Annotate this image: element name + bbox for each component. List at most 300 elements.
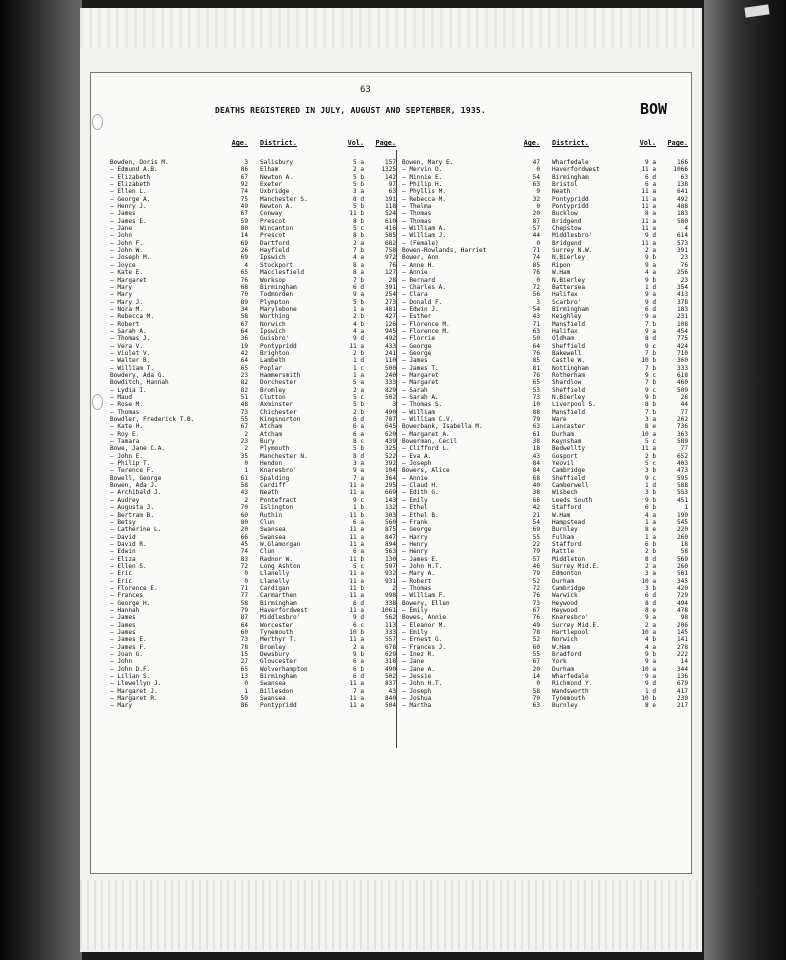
- entry-age: 80: [240, 225, 248, 233]
- register-entry: [110, 159, 400, 166]
- register-entry: [110, 299, 400, 306]
- entry-volume: 7 b: [352, 247, 364, 255]
- entry-district: Manchester N.: [260, 452, 308, 460]
- entry-volume: 5 c: [352, 394, 364, 401]
- entry-name: — John F.: [110, 239, 144, 247]
- entry-name: — Minnie E.: [402, 173, 443, 181]
- entry-page: 629: [384, 651, 396, 659]
- entry-age: 73: [240, 408, 248, 416]
- page-number: 63: [360, 85, 371, 95]
- register-entry: [402, 321, 692, 328]
- entry-page: 190: [676, 511, 688, 519]
- entry-name: — Vera V.: [110, 342, 144, 350]
- register-entry: [402, 335, 692, 342]
- entry-name: — Mary: [110, 283, 133, 291]
- entry-district: Dewsbury: [260, 651, 290, 659]
- entry-name: — Margaret R.: [110, 695, 158, 703]
- entry-district: Newton A.: [260, 173, 294, 181]
- register-entry: [402, 607, 692, 614]
- entry-volume: 3 a: [644, 416, 656, 424]
- entry-page: 44: [680, 401, 688, 409]
- entry-page: 360: [676, 357, 688, 365]
- register-entry: [110, 548, 400, 555]
- entry-age: 49: [240, 203, 248, 211]
- entry-page: 136: [676, 673, 688, 681]
- entry-page: 490: [384, 665, 396, 673]
- register-entry: [110, 592, 400, 599]
- register-entry: [402, 453, 692, 460]
- entry-volume: 5 a: [352, 379, 364, 387]
- register-entry: [402, 166, 692, 173]
- entry-age: 0: [536, 239, 540, 247]
- register-entry: [402, 438, 692, 445]
- entry-volume: 8 e: [644, 702, 656, 710]
- entry-volume: 11 a: [641, 203, 656, 211]
- entry-volume: 9 a: [644, 673, 656, 681]
- entry-page: 345: [676, 577, 688, 585]
- entry-age: 54: [532, 518, 540, 526]
- entry-page: 460: [676, 379, 688, 387]
- entry-district: Clutton: [260, 394, 286, 401]
- entry-volume: 1 a: [644, 533, 656, 541]
- entry-name: — Emily: [402, 629, 428, 636]
- entry-volume: 9 a: [644, 313, 656, 321]
- page-header: Page.: [667, 139, 688, 147]
- entry-volume: 9 d: [644, 298, 656, 306]
- entry-district: Billesdon: [260, 687, 294, 695]
- entry-name: — Margaret: [110, 276, 147, 284]
- register-entry: [402, 475, 692, 482]
- entry-district: Sheffield: [552, 342, 586, 350]
- entry-name: — Thomas J.: [110, 335, 151, 343]
- entry-name: — Sarah A.: [402, 394, 439, 401]
- entry-age: 19: [240, 342, 248, 350]
- entry-district: N.Bierley: [552, 254, 586, 262]
- entry-district: Merthyr T.: [260, 636, 297, 644]
- register-entry: [402, 409, 692, 416]
- entry-district: Pontypridd: [260, 702, 297, 710]
- entry-page: 509: [676, 386, 688, 394]
- register-entry: [402, 680, 692, 687]
- entry-age: 73: [240, 636, 248, 644]
- entry-age: 27: [240, 658, 248, 666]
- entry-page: 1061: [381, 606, 396, 614]
- entry-volume: 9 c: [644, 371, 656, 379]
- entry-volume: 2 a: [352, 166, 364, 174]
- entry-name: — Ellen L.: [110, 188, 147, 196]
- entry-volume: 9 a: [644, 658, 656, 666]
- entry-name: — Violet V.: [110, 349, 151, 357]
- entry-district: Bury: [260, 438, 275, 446]
- entry-name: — George: [402, 526, 432, 534]
- entry-page: 157: [384, 159, 396, 166]
- entry-district: Elham: [260, 166, 279, 174]
- register-entry: [402, 702, 692, 709]
- entry-page: 260: [676, 562, 688, 570]
- entry-volume: 1 d: [644, 687, 656, 695]
- entry-volume: 5 c: [644, 438, 656, 446]
- entry-volume: 8 a: [352, 261, 364, 269]
- entry-page: 573: [676, 239, 688, 247]
- entry-volume: 9 a: [644, 614, 656, 622]
- entry-age: 79: [532, 416, 540, 424]
- entry-page: 522: [384, 452, 396, 460]
- entry-name: — Joan G.: [110, 651, 144, 659]
- entry-volume: 8 e: [644, 606, 656, 614]
- entry-volume: 2 a: [644, 247, 656, 255]
- entry-page: 333: [676, 364, 688, 372]
- entry-volume: 10 b: [349, 629, 364, 636]
- entry-volume: 11 a: [641, 217, 656, 225]
- entry-district: Worcester: [260, 621, 294, 629]
- register-entry: [402, 651, 692, 658]
- register-entry: [110, 658, 400, 665]
- entry-name: — Ernest G.: [402, 636, 443, 644]
- entry-name: Bowers, Alice: [402, 467, 450, 475]
- register-entry: [110, 702, 400, 709]
- entry-page: 1066: [673, 166, 688, 174]
- entry-page: 669: [384, 489, 396, 497]
- entry-page: 222: [676, 651, 688, 659]
- entry-name: Bowen, Mary E.: [402, 159, 454, 166]
- entry-page: 736: [676, 423, 688, 431]
- register-entry: [110, 563, 400, 570]
- entry-volume: 8 e: [644, 526, 656, 534]
- entry-page: 416: [384, 225, 396, 233]
- entry-name: — Margaret: [402, 379, 439, 387]
- right-entries: [402, 159, 692, 710]
- entry-district: N.Bierley: [552, 276, 586, 284]
- register-entry: [402, 431, 692, 438]
- entry-name: — Annie: [402, 269, 428, 277]
- register-entry: [110, 651, 400, 658]
- entry-age: 70: [240, 504, 248, 512]
- entry-district: Clun: [260, 548, 275, 556]
- entry-volume: 9 c: [644, 342, 656, 350]
- entry-age: 72: [532, 584, 540, 592]
- entry-name: — Joseph: [402, 687, 432, 695]
- entry-volume: 7 a: [352, 687, 364, 695]
- entry-page: 420: [676, 584, 688, 592]
- entry-name: — Sarah A.: [110, 327, 147, 335]
- entry-age: 76: [532, 349, 540, 357]
- entry-age: 67: [240, 173, 248, 181]
- register-entry: [110, 534, 400, 541]
- entry-volume: 11 a: [349, 489, 364, 497]
- register-entry: [402, 636, 692, 643]
- entry-age: 67: [532, 658, 540, 666]
- register-entry: [402, 416, 692, 423]
- entry-page: 610: [384, 217, 396, 225]
- register-entry: [402, 277, 692, 284]
- entry-age: 9: [536, 188, 540, 196]
- entry-name: Bowes, Annie: [402, 614, 447, 622]
- entry-page: 569: [676, 555, 688, 563]
- entry-page: 354: [676, 283, 688, 291]
- entry-volume: 2 a: [352, 386, 364, 394]
- entry-district: Warwick: [552, 592, 578, 600]
- entry-age: 2: [244, 445, 248, 453]
- entry-volume: 7 a: [352, 474, 364, 482]
- entry-page: 239: [676, 695, 688, 703]
- entry-name: — Eric: [110, 577, 133, 585]
- entry-volume: 1 d: [644, 283, 656, 291]
- register-entry: [110, 497, 400, 504]
- entry-volume: 10 a: [641, 577, 656, 585]
- entry-name: Bowditch, Hannah: [110, 379, 169, 387]
- entry-name: Bowen-Rowlands, Harriet: [402, 247, 487, 255]
- entry-volume: 9 b: [644, 651, 656, 659]
- entry-name: — John E.: [110, 452, 144, 460]
- entry-volume: 8 b: [352, 217, 364, 225]
- entry-page: 364: [384, 474, 396, 482]
- district-header: District.: [260, 139, 297, 147]
- entry-page: 875: [384, 526, 396, 534]
- entry-district: Salisbury: [260, 159, 294, 166]
- entry-name: — Inez R.: [402, 651, 436, 659]
- entry-page: 76: [388, 261, 396, 269]
- entry-age: 70: [240, 291, 248, 299]
- entry-name: — Rose M.: [110, 401, 144, 409]
- entry-district: Conway: [260, 210, 283, 218]
- entry-district: Todmorden: [260, 291, 294, 299]
- entry-volume: 6 b: [644, 540, 656, 548]
- entry-volume: 5 c: [352, 562, 364, 570]
- entry-name: — William: [402, 408, 436, 416]
- entry-page: 504: [384, 702, 396, 710]
- register-entry: [402, 445, 692, 452]
- entry-name: — Philip T.: [110, 460, 151, 468]
- entry-district: Plympton: [260, 298, 290, 306]
- entry-age: 84: [532, 460, 540, 468]
- entry-age: 76: [240, 276, 248, 284]
- entry-age: 2: [244, 496, 248, 504]
- entry-district: Hayfield: [260, 247, 290, 255]
- entry-page: 451: [676, 496, 688, 504]
- entry-page: 77: [680, 408, 688, 416]
- entry-district: Atcham: [260, 430, 283, 438]
- entry-volume: 11 a: [641, 188, 656, 196]
- page-heading: DEATHS REGISTERED IN JULY, AUGUST AND SEPTEMBER, 1935.: [215, 106, 486, 115]
- entry-district: Bridgend: [552, 239, 582, 247]
- entry-age: 20: [532, 665, 540, 673]
- entry-age: 66: [532, 496, 540, 504]
- entry-age: 38: [532, 438, 540, 446]
- entry-volume: 11 b: [349, 584, 364, 592]
- entry-name: — John: [110, 232, 133, 240]
- surname-range-code: BOW: [640, 100, 668, 118]
- register-entry: [402, 225, 692, 232]
- entry-name: — Thomas: [110, 408, 140, 416]
- entry-page: 183: [676, 210, 688, 218]
- entry-name: — Edwin J.: [402, 305, 439, 313]
- register-entry: [110, 196, 400, 203]
- entry-volume: 5 b: [352, 173, 364, 181]
- entry-volume: 9 d: [352, 335, 364, 343]
- entry-age: 50: [532, 335, 540, 343]
- register-entry: [402, 350, 692, 357]
- entry-volume: 11 a: [349, 680, 364, 688]
- entry-volume: 8 d: [644, 599, 656, 607]
- entry-name: — Emily: [402, 496, 428, 504]
- entry-name: — Ethel: [402, 504, 428, 512]
- entry-volume: 7 b: [644, 379, 656, 387]
- entry-page: 256: [676, 269, 688, 277]
- entry-volume: 2 b: [352, 313, 364, 321]
- entry-district: Bromley: [260, 386, 286, 394]
- entry-name: — George: [402, 349, 432, 357]
- entry-name: — Thomas: [402, 217, 432, 225]
- register-entry: [402, 666, 692, 673]
- entry-name: — Betsy: [110, 518, 136, 526]
- entry-page: 500: [384, 364, 396, 372]
- entry-volume: 11 a: [349, 592, 364, 600]
- entry-volume: 6 a: [352, 548, 364, 556]
- entry-age: 34: [240, 305, 248, 313]
- entry-age: 26: [240, 247, 248, 255]
- entry-name: — Ellen S.: [110, 562, 147, 570]
- entry-age: 70: [532, 695, 540, 703]
- entry-volume: 11 a: [349, 606, 364, 614]
- entry-name: — Elizabeth: [110, 173, 151, 181]
- register-entry: [402, 203, 692, 210]
- entry-age: 59: [240, 695, 248, 703]
- entry-name: — Thomas: [402, 210, 432, 218]
- entry-district: Wolverhampton: [260, 665, 308, 673]
- entry-page: 391: [384, 283, 396, 291]
- entry-volume: 1 a: [352, 305, 364, 313]
- entry-district: Surrey N.W.: [552, 247, 593, 255]
- entry-age: 85: [532, 261, 540, 269]
- register-entry: [110, 379, 400, 386]
- entry-district: Neath: [260, 489, 279, 497]
- entry-district: N.Bierley: [552, 394, 586, 401]
- entry-age: 65: [240, 269, 248, 277]
- entry-age: 51: [240, 394, 248, 401]
- entry-name: — Tamara: [110, 438, 140, 446]
- entry-volume: 11 a: [641, 225, 656, 233]
- entry-age: 67: [240, 423, 248, 431]
- entry-name: — Margaret: [402, 371, 439, 379]
- entry-volume: 3 b: [644, 584, 656, 592]
- entry-name: — Edmund A.B.: [110, 166, 158, 174]
- register-entry: [402, 188, 692, 195]
- entry-page: 481: [384, 305, 396, 313]
- entry-page: 191: [384, 195, 396, 203]
- entry-volume: 6 d: [352, 416, 364, 424]
- entry-name: — Jane: [402, 658, 425, 666]
- register-entry: [402, 262, 692, 269]
- entry-age: 0: [536, 276, 540, 284]
- entry-age: 32: [532, 195, 540, 203]
- entry-district: Bedwellty: [552, 445, 586, 453]
- entry-volume: 4 a: [644, 269, 656, 277]
- entry-age: 56: [532, 291, 540, 299]
- entry-page: 325: [384, 445, 396, 453]
- entry-age: 80: [240, 518, 248, 526]
- entry-age: 78: [532, 629, 540, 636]
- entry-name: — Margaret A.: [402, 430, 450, 438]
- entry-page: 142: [384, 173, 396, 181]
- entry-age: 73: [532, 599, 540, 607]
- entry-name: Bowdery, Ada G.: [110, 371, 166, 379]
- entry-age: 79: [532, 570, 540, 578]
- register-entry: [110, 328, 400, 335]
- entry-page: 113: [384, 621, 396, 629]
- entry-volume: 11 a: [349, 702, 364, 710]
- entry-age: 0: [244, 570, 248, 578]
- entry-volume: 2 a: [352, 239, 364, 247]
- register-entry: [402, 210, 692, 217]
- entry-name: — William C.V.: [402, 416, 454, 424]
- entry-name: — Joyce: [110, 261, 136, 269]
- entry-age: 47: [532, 159, 540, 166]
- left-entries: [110, 159, 400, 710]
- entry-name: — Frances J.: [402, 643, 447, 651]
- entry-district: Bakewell: [552, 349, 582, 357]
- entry-page: 240: [384, 371, 396, 379]
- entry-district: Plymouth: [260, 445, 290, 453]
- entry-age: 65: [240, 665, 248, 673]
- entry-volume: 5 a: [352, 159, 364, 166]
- entry-age: 72: [240, 562, 248, 570]
- entry-volume: 5 b: [352, 298, 364, 306]
- entry-volume: 11 b: [349, 555, 364, 563]
- entry-age: 63: [532, 423, 540, 431]
- entry-volume: 9 c: [352, 496, 364, 504]
- entry-age: 4: [244, 261, 248, 269]
- entry-name: — Roy E.: [110, 430, 140, 438]
- vol-header: Vol.: [639, 139, 656, 147]
- entry-page: 427: [384, 313, 396, 321]
- entry-district: Worksop: [260, 276, 286, 284]
- entry-volume: 5 c: [352, 225, 364, 233]
- entry-name: — William T.: [110, 364, 155, 372]
- entry-name: — James: [110, 621, 136, 629]
- register-entry: [402, 622, 692, 629]
- register-entry: [402, 181, 692, 188]
- entry-page: 217: [676, 702, 688, 710]
- entry-page: 433: [384, 342, 396, 350]
- entry-age: 79: [240, 606, 248, 614]
- entry-age: 21: [532, 511, 540, 519]
- entry-page: 618: [676, 371, 688, 379]
- entry-volume: 7 b: [352, 276, 364, 284]
- entry-age: 73: [532, 394, 540, 401]
- age-header: Age.: [523, 139, 540, 147]
- entry-district: Durham: [552, 577, 575, 585]
- register-entry: [110, 607, 400, 614]
- entry-age: 71: [532, 247, 540, 255]
- entry-age: 61: [532, 430, 540, 438]
- register-entry: [402, 240, 692, 247]
- entry-district: Keighley: [552, 313, 582, 321]
- entry-name: — Esther: [402, 313, 432, 321]
- entry-page: 758: [384, 247, 396, 255]
- register-entry: [110, 262, 400, 269]
- entry-district: Leeds South: [552, 496, 593, 504]
- entry-page: 378: [676, 298, 688, 306]
- entry-district: Carmarthen: [260, 592, 297, 600]
- entry-volume: 7 b: [644, 408, 656, 416]
- entry-district: Lambeth: [260, 357, 286, 365]
- entry-name: — Mervin O.: [402, 166, 443, 174]
- entry-name: — Phyllis M.: [402, 188, 447, 196]
- entry-volume: 9 d: [644, 232, 656, 240]
- entry-age: 83: [240, 555, 248, 563]
- entry-district: Knaresbro': [552, 614, 589, 622]
- entry-age: 1: [244, 467, 248, 475]
